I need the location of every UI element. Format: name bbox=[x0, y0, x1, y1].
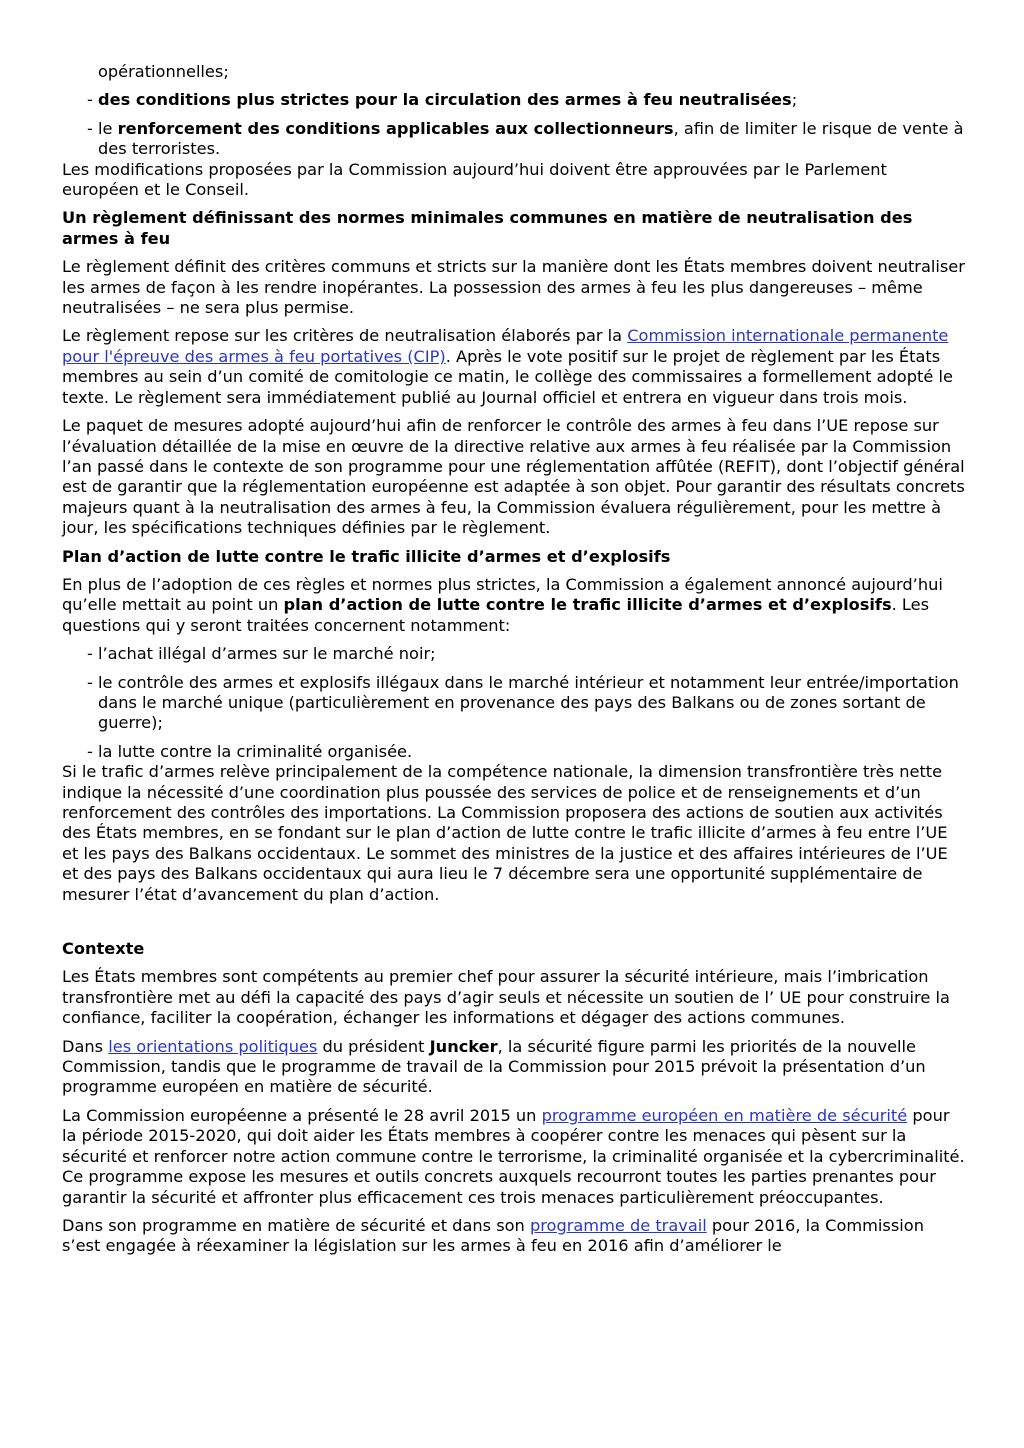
paragraph-text: , la sécurité figure parmi les priorités de la nouvelle Commission, tandis que le programme de travail de la Commission pour 2015 prévoit la présentation d’un programme européen en matière de sécurité. bbox=[62, 1036, 926, 1097]
programme-travail-link[interactable]: programme de travail bbox=[529, 1215, 707, 1235]
paragraph-text: Dans son programme en matière de sécurité et dans son bbox=[62, 1215, 530, 1235]
paragraph-text: Le règlement repose sur les critères de neutralisation élaborés par la bbox=[62, 326, 628, 346]
bold-text: renforcement des conditions applicables aux collectionneurs bbox=[117, 118, 674, 138]
section-spacer bbox=[62, 913, 966, 939]
paragraph-text: La Commission européenne a présenté le 28 avril 2015 un bbox=[62, 1105, 542, 1125]
bold-text: des conditions plus strictes pour la circulation des armes à feu neutralisées bbox=[98, 90, 792, 110]
list-item-text: opérationnelles; bbox=[98, 62, 229, 81]
paragraph-trafic: Si le trafic d’armes relève principalement de la compétence nationale, la dimension transfrontière très nette indique la nécessité d’une coordination plus poussée des services de police et de renseignements et d’un renforcement des contrôles des importations. La Commission proposera des actions de soutien aux activités des États membres, en se fondant sur le plan d’action de lutte contre le trafic illicite d’armes à feu entre l’UE et les pays des Balkans occidentaux. Le sommet des ministres de la justice et des affaires intérieures de l’UE et des pays des Balkans occidentaux qui aura lieu le 7 décembre sera une opportunité supplémentaire de mesurer l’état d’avancement du plan d’action. bbox=[62, 762, 948, 904]
list-item bbox=[62, 644, 966, 664]
paragraph-text: Dans bbox=[62, 1036, 109, 1056]
list-item-text: le bbox=[98, 118, 118, 138]
paragraph-plan bbox=[62, 575, 966, 636]
paragraph-contexte-4 bbox=[62, 1216, 966, 1257]
list-item bbox=[62, 673, 966, 734]
dash-marker: - bbox=[87, 118, 93, 138]
paragraph-text: pour 2016, la Commission s’est engagée à réexaminer la législation sur les armes à feu en 2016 afin d’améliorer le bbox=[62, 1215, 924, 1256]
paragraph-paquet: Le paquet de mesures adopté aujourd’hui afin de renforcer le contrôle des armes à feu dans l’UE repose sur l’évaluation détaillée de la mise en œuvre de la directive relative aux armes à feu réalisée par la Commission l’an passé dans le contexte de son programme pour une réglementation affûtée (REFIT), dont l’objectif général est de garantir que la réglementation européenne est adaptée à son objet. Pour garantir des résultats concrets majeurs quant à la neutralisation des armes à feu, la Commission évaluera régulièrement, pour les mettre à jour, les spécifications techniques définies par le règlement. bbox=[62, 416, 965, 538]
list-item-text: , afin de limiter le risque de vente à des terroristes. bbox=[98, 118, 964, 159]
heading-plan: Plan d’action de lutte contre le trafic illicite d’armes et d’explosifs bbox=[62, 546, 671, 566]
paragraph-contexte-3 bbox=[62, 1106, 966, 1208]
list-item-text: la lutte contre la criminalité organisée. bbox=[98, 741, 413, 761]
dash-marker: - bbox=[87, 644, 93, 664]
dash-marker: - bbox=[87, 672, 93, 692]
measures-list bbox=[62, 62, 966, 160]
paragraph-reglement-1: Le règlement définit des critères communs et stricts sur la manière dont les États membres doivent neutraliser les armes de façon à les rendre inopérantes. La possession des armes à feu les plus dangereuses – même neutralisées – ne sera plus permise. bbox=[62, 257, 965, 318]
paragraph-text: . Après le vote positif sur le projet de règlement par les États membres au sein d’un comité de comitologie ce matin, le collège des commissaires a formellement adopté le texte. Le règlement sera immédiatement publié au Journal officiel et entrera en vigueur dans trois mois. bbox=[62, 346, 953, 407]
list-item-text: l’achat illégal d’armes sur le marché noir; bbox=[98, 644, 436, 664]
dash-marker: - bbox=[87, 90, 93, 110]
list-item bbox=[62, 742, 966, 762]
list-item-text: le contrôle des armes et explosifs illégaux dans le marché intérieur et notamment leur entrée/importation dans le marché unique (particulièrement en provenance des pays des Balkans ou de zones sortant de guerre); bbox=[98, 672, 959, 733]
paragraph-text: pour la période 2015-2020, qui doit aider les États membres à coopérer contre les menaces qui pèsent sur la sécurité et renforcer notre action commune contre le terrorisme, la criminalité organisée et la cybercriminalité. Ce programme expose les mesures et outils concrets auxquels recourront toutes les parties prenantes pour garantir la sécurité et affronter plus efficacement ces trois menaces particulièrement préoccupantes. bbox=[62, 1105, 965, 1207]
orientations-link[interactable]: les orientations politiques bbox=[108, 1036, 318, 1056]
heading-reglement: Un règlement définissant des normes minimales communes en matière de neutralisation des armes à feu bbox=[62, 208, 913, 248]
heading-contexte: Contexte bbox=[62, 939, 145, 959]
list-item bbox=[62, 62, 966, 82]
paragraph-reglement-2 bbox=[62, 326, 966, 408]
list-item-text: ; bbox=[791, 90, 798, 110]
list-item bbox=[62, 119, 966, 160]
cip-link[interactable]: Commission internationale permanente pour l'épreuve des armes à feu portatives (CIP) bbox=[62, 326, 949, 366]
paragraph-contexte-1: Les États membres sont compétents au premier chef pour assurer la sécurité intérieure, mais l’imbrication transfrontière met au défi la capacité des pays d’agir seuls et nécessite un soutien de l’ UE pour construire la confiance, faciliter la coopération, échanger les informations et dégager des actions communes. bbox=[62, 967, 950, 1028]
securite-programme-link[interactable]: programme européen en matière de sécurité bbox=[541, 1105, 908, 1125]
list-item bbox=[62, 90, 966, 110]
bold-text: plan d’action de lutte contre le trafic illicite d’armes et d’explosifs bbox=[283, 595, 892, 615]
paragraph-contexte-2 bbox=[62, 1037, 966, 1098]
paragraph-modifications: Les modifications proposées par la Commission aujourd’hui doivent être approuvées par le Parlement européen et le Conseil. bbox=[62, 159, 887, 200]
issues-list bbox=[62, 644, 966, 762]
bold-text: Juncker bbox=[429, 1036, 498, 1056]
paragraph-text: En plus de l’adoption de ces règles et normes plus strictes, la Commission a également annoncé aujourd’hui qu’elle mettait au point un bbox=[62, 574, 943, 615]
paragraph-text: du président bbox=[317, 1036, 430, 1056]
paragraph-text: . Les questions qui y seront traitées concernent notamment: bbox=[62, 595, 930, 635]
dash-marker: - bbox=[87, 741, 93, 761]
